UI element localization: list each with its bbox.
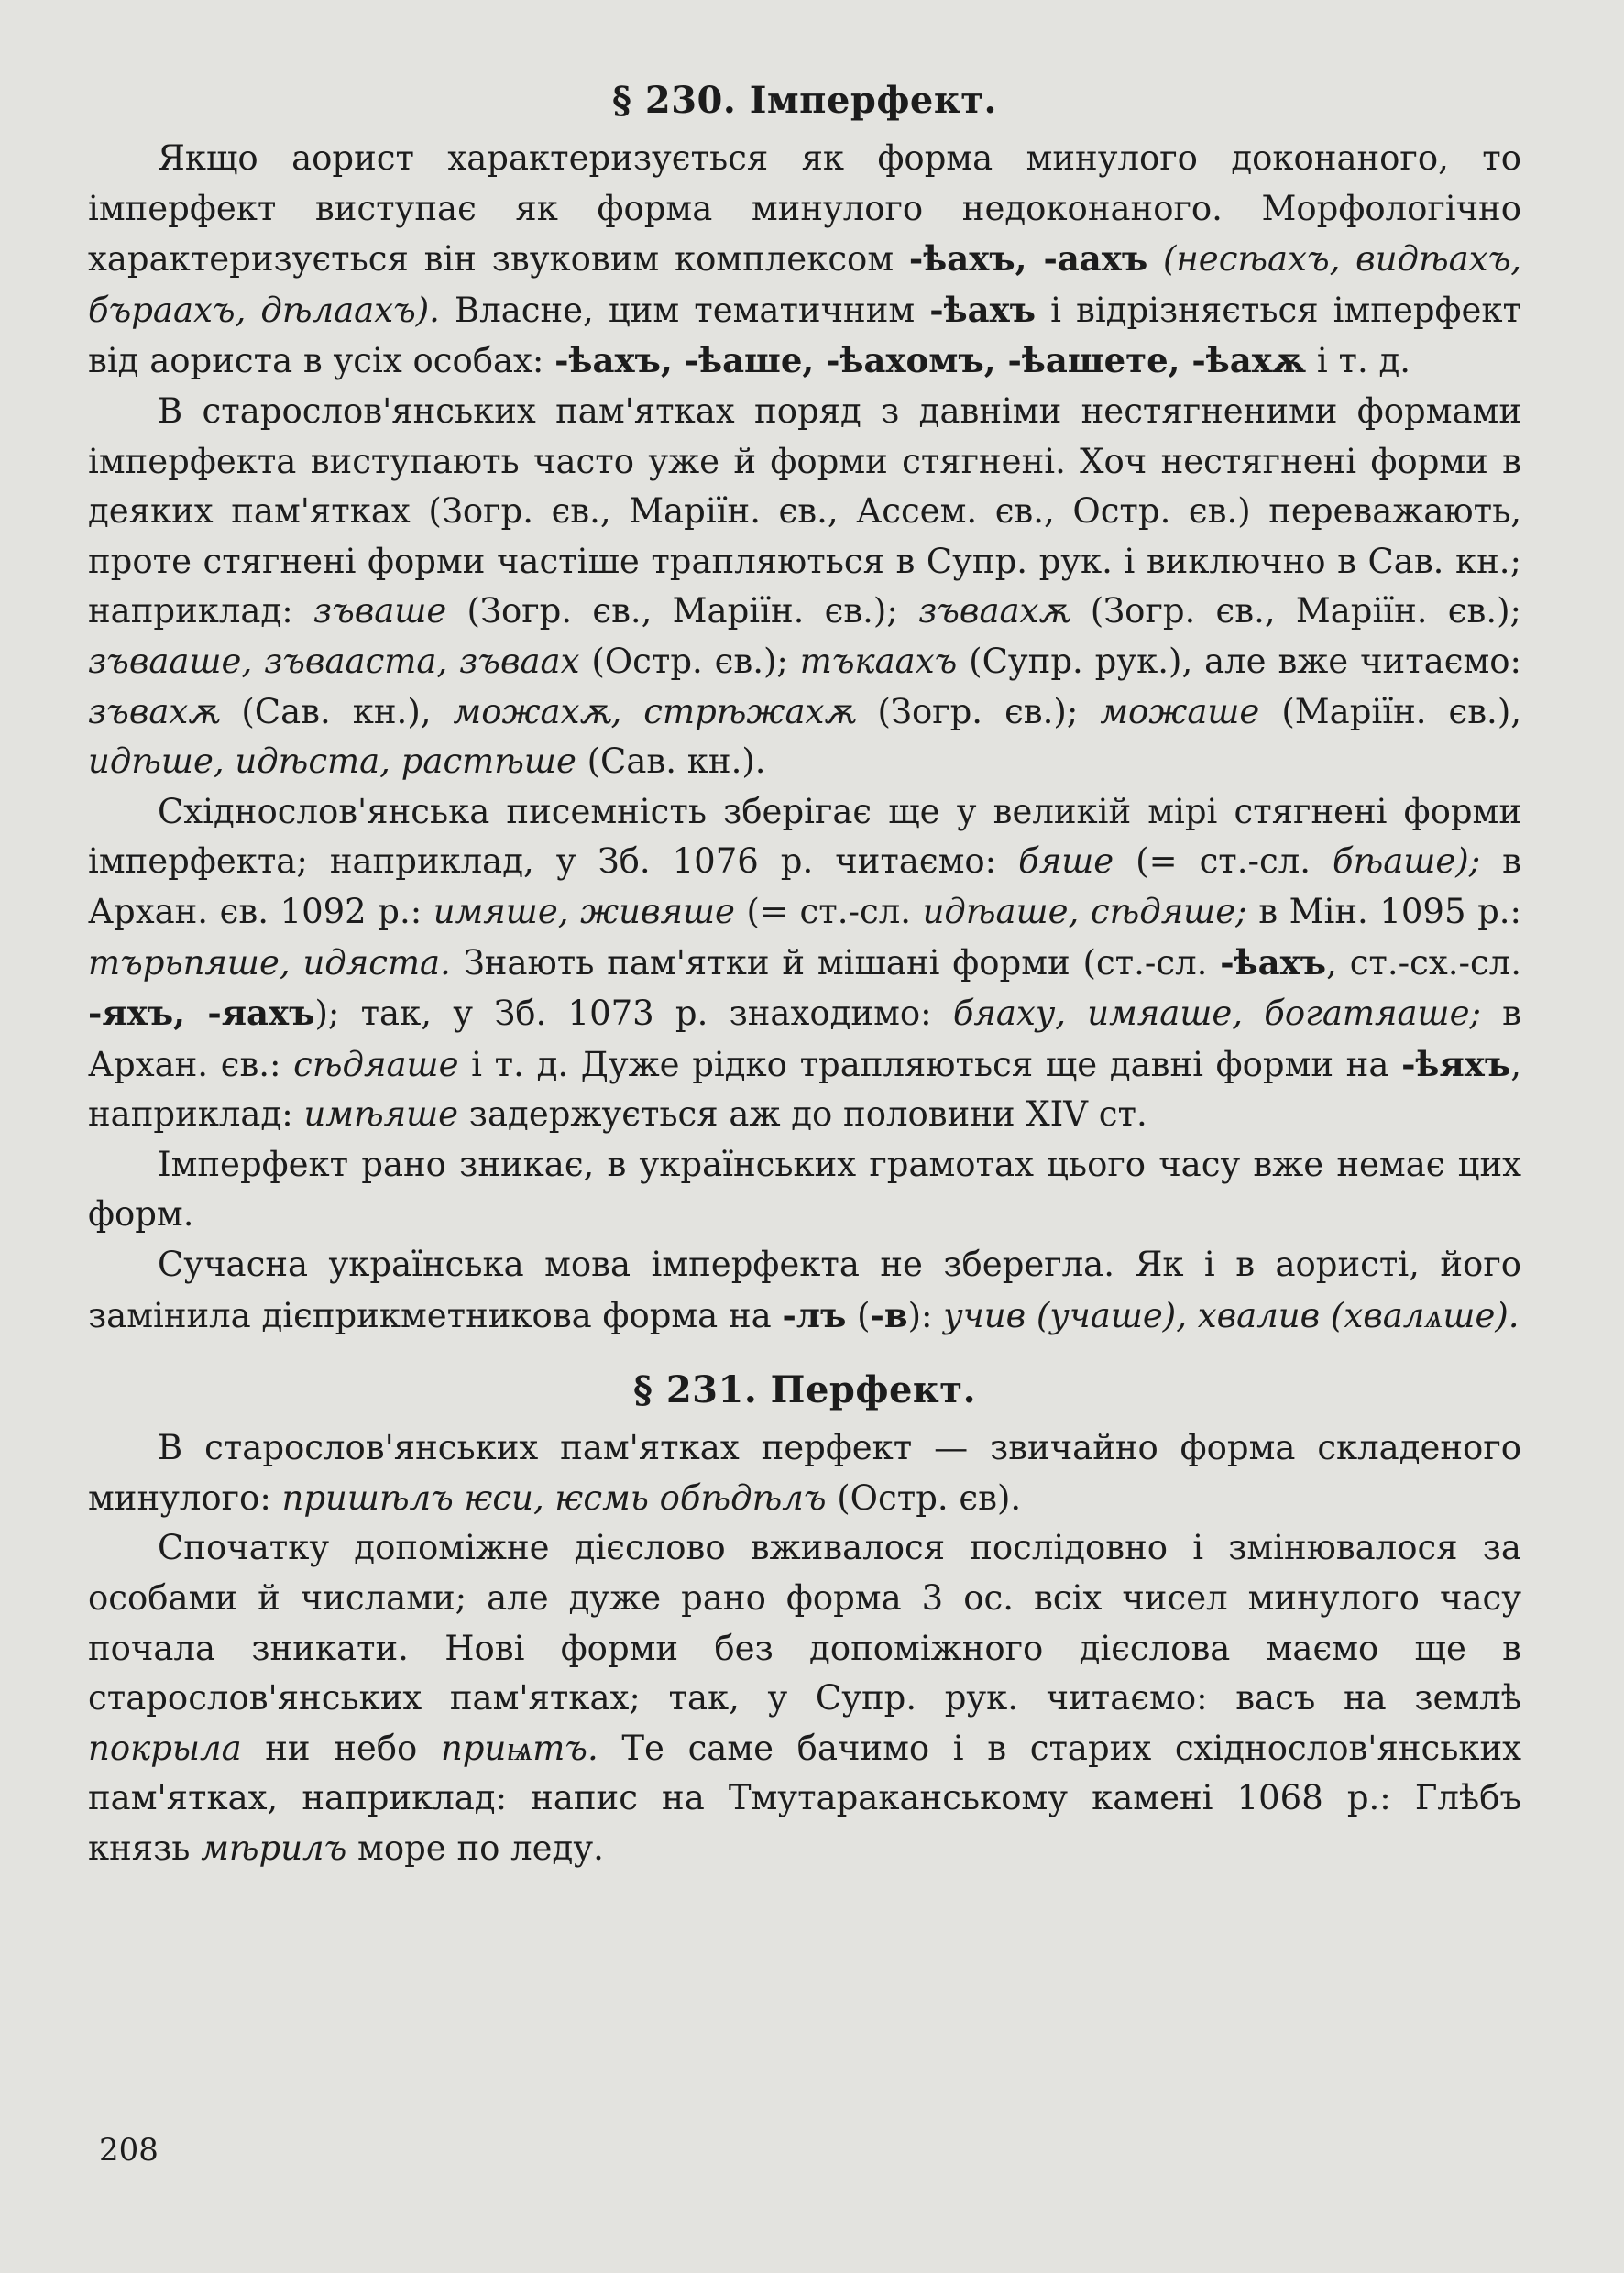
bold-suffix: -ѣахъ — [929, 289, 1037, 330]
italic-example: търьпяше, идяста. — [88, 942, 451, 983]
bold-suffix: -лъ — [782, 1294, 847, 1335]
section-231-heading: § 231. Перфект. — [632, 1368, 976, 1412]
italic-example: мѣрилъ — [201, 1828, 347, 1868]
italic-example: зъваахѫ — [918, 591, 1070, 631]
italic-example: пришѣлъ ѥси, ѥсмь обѣдѣлъ — [281, 1477, 827, 1518]
bold-suffix: -ѣяхъ — [1401, 1043, 1511, 1084]
italic-example: (несѣахъ, видѣахъ, бъраахъ, дѣлаахъ). — [88, 239, 1521, 330]
italic-example: зъваше — [313, 591, 447, 631]
paragraph: Імперфект рано зникає, в українських грамотах цього часу вже немає цих форм. — [88, 1144, 1521, 1235]
paragraph: Якщо аорист характеризується як форма минулого доконаного, то імперфект виступає як форма минулого недоконаного. Морфологічно характеризується він звуковим комплексом -ѣахъ, -аахъ (несѣахъ, видѣахъ, бъраахъ, дѣлаахъ). Власне, цим тематичним -ѣахъ і відрізняється імперфект від аориста в усіх особах: -ѣахъ, -ѣаше, -ѣахомъ, -ѣашете, -ѣахѫ і т. д. — [88, 138, 1521, 381]
paragraph: Східнослов'янська писемність зберігає ще у великій мірі стягнені форми імперфекта; наприклад, у Зб. 1076 р. читаємо: бяше (= ст.-сл. бѣаше); в Архан. єв. 1092 р.: имяше, живяше (= ст.-сл. идѣаше, сѣдяше; в Мін. 1095 р.: търьпяше, идяста. Знають пам'ятки й мішані форми (ст.-сл. -ѣахъ, ст.-сх.-сл. -яхъ, -яахъ); так, у Зб. 1073 р. знаходимо: бяаху, имяаше, богатяаше; в Архан. єв.: сѣдяаше і т. д. Дуже рідко трапляються ще давні форми на -ѣяхъ, наприклад: имѣяше задержується аж до половини XIV ст. — [88, 791, 1521, 1135]
italic-example: тъкаахъ — [799, 641, 958, 681]
paragraph: Спочатку допоміжне дієслово вживалося послідовно і змінювалося за особами й числами; але дуже рано форма 3 ос. всіх чисел минулого часу почала зникати. Нові форми без допоміжного дієслова маємо ще в старослов'янських пам'ятках; так, у Супр. рук. читаємо: васъ на землѣ покрыла ни небо приѩтъ. Те саме бачимо і в старих східнослов'янських пам'ятках, наприклад: напис на Тмутараканському камені 1068 р.: Глѣбъ князь мѣрилъ море по леду. — [88, 1528, 1521, 1868]
italic-example: покрыла — [88, 1728, 242, 1768]
bold-suffix: -ѣахъ — [1220, 941, 1327, 983]
italic-example: можаше — [1100, 691, 1260, 731]
bold-suffix: -ѣахъ, -аахъ — [908, 238, 1148, 280]
bold-suffix: -ѣахъ, -ѣаше, -ѣахомъ, -ѣашете, -ѣахѫ — [554, 340, 1307, 381]
italic-example: можахѫ, стрѣжахѫ — [453, 691, 856, 731]
paragraph: В старослов'янських пам'ятках перфект — звичайно форма складеного минулого: пришѣлъ ѥси, ѥсмь обѣдѣлъ (Остр. єв). — [88, 1428, 1521, 1518]
italic-example: сѣдяаше — [293, 1044, 459, 1084]
paragraph: Сучасна українська мова імперфекта не зберегла. Як і в аористі, його замінила дієприкметникова форма на -лъ (-в): учив (учаше), хвалив (хвалѧше). — [88, 1245, 1521, 1335]
italic-example: идѣше, идѣста, растѣше — [88, 741, 576, 782]
italic-example: приѩтъ. — [440, 1728, 598, 1768]
section-230-heading: § 230. Імперфект. — [612, 79, 997, 122]
italic-example: идѣаше, сѣдяше; — [922, 891, 1247, 931]
page-number: 208 — [99, 2132, 159, 2169]
italic-example: бяше — [1018, 841, 1114, 882]
italic-example: бѣаше); — [1333, 841, 1481, 882]
italic-example: бяаху, имяаше, богатяаше; — [952, 994, 1481, 1034]
italic-example: учив (учаше), хвалив (хвалѧше). — [943, 1295, 1520, 1335]
italic-example: имяше, живяше — [433, 891, 735, 931]
paragraph: В старослов'янських пам'ятках поряд з давніми нестягненими формами імперфекта виступають часто уже й форми стягнені. Хоч нестягнені форми в деяких пам'ятках (Зогр. єв., Маріїн. єв., Ассем. єв., Остр. єв.) переважають, проте стягнені форми частіше трапляються в Супр. рук. і виключно в Сав. кн.; наприклад: зъваше (Зогр. єв., Маріїн. єв.); зъваахѫ (Зогр. єв., Маріїн. єв.); зъвааше, зъвааста, зъваах (Остр. єв.); тъкаахъ (Супр. рук.), але вже читаємо: зъвахѫ (Сав. кн.), можахѫ, стрѣжахѫ (Зогр. єв.); можаше (Маріїн. єв.), идѣше, идѣста, растѣше (Сав. кн.). — [88, 390, 1522, 782]
italic-example: зъвахѫ — [88, 691, 220, 731]
bold-suffix: -яхъ, -яахъ — [88, 993, 315, 1034]
italic-example: зъвааше, зъвааста, зъваах — [88, 641, 580, 681]
bold-suffix: -в — [870, 1294, 908, 1335]
italic-example: имѣяше — [303, 1094, 459, 1135]
